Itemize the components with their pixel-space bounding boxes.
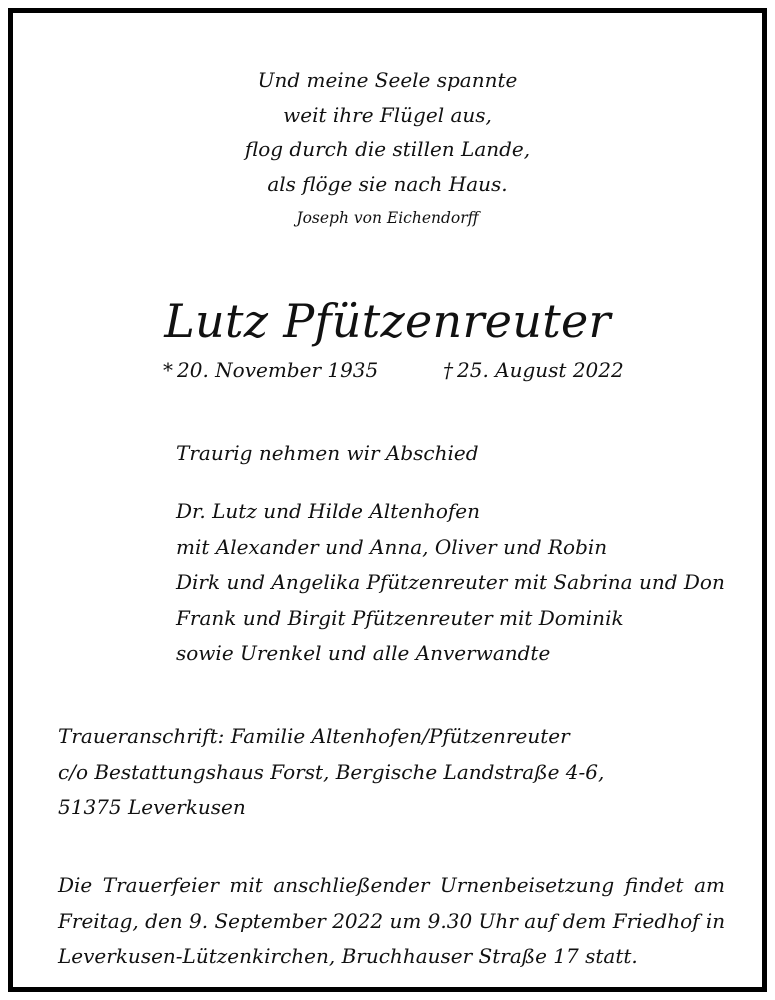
obituary-frame — [8, 8, 767, 992]
address-line: Traueranschrift: Familie Altenhofen/Pfützenreuter — [58, 724, 570, 748]
death-symbol: † — [443, 358, 453, 382]
poem-line: flog durch die stillen Lande, — [244, 137, 531, 161]
address-line: 51375 Leverkusen — [58, 795, 246, 819]
poem — [13, 63, 762, 233]
mourner-line: sowie Urenkel und alle Anverwandte — [176, 641, 551, 665]
poem-line: Und meine Seele spannte — [257, 68, 518, 92]
farewell-text: Traurig nehmen wir Abschied — [176, 441, 479, 465]
poem-author: Joseph von Eichendorff — [296, 209, 479, 227]
birth-date: 20. November 1935 — [177, 358, 379, 382]
funeral-service-notice — [58, 868, 725, 975]
death-date: 25. August 2022 — [457, 358, 624, 382]
poem-line: weit ihre Flügel aus, — [283, 102, 492, 127]
birth-date-line — [163, 355, 378, 385]
birth-symbol: * — [163, 358, 173, 382]
mourners-list — [176, 494, 725, 672]
service-line: Leverkusen-Lützenkirchen, Bruchhauser Straße 17 statt. — [58, 944, 638, 968]
mourner-line: mit Alexander und Anna, Oliver und Robin — [176, 534, 608, 559]
death-date-line — [443, 355, 624, 385]
mourner-line: Dirk und Angelika Pfützenreuter mit Sabrina und Don — [176, 570, 725, 594]
address-line: c/o Bestattungshaus Forst, Bergische Landstraße 4-6, — [58, 759, 605, 784]
deceased-name: Lutz Pfützenreuter — [164, 294, 611, 348]
mourner-line: Frank und Birgit Pfützenreuter mit Dominik — [176, 605, 624, 630]
service-line: Freitag, den 9. September 2022 um 9.30 Uhr auf dem Friedhof in — [58, 908, 726, 933]
mourner-line: Dr. Lutz und Hilde Altenhofen — [176, 499, 480, 523]
service-line: Die Trauerfeier mit anschließender Urnenbeisetzung findet am — [58, 873, 725, 897]
mourning-address — [58, 719, 604, 826]
poem-line: als flöge sie nach Haus. — [267, 171, 508, 196]
